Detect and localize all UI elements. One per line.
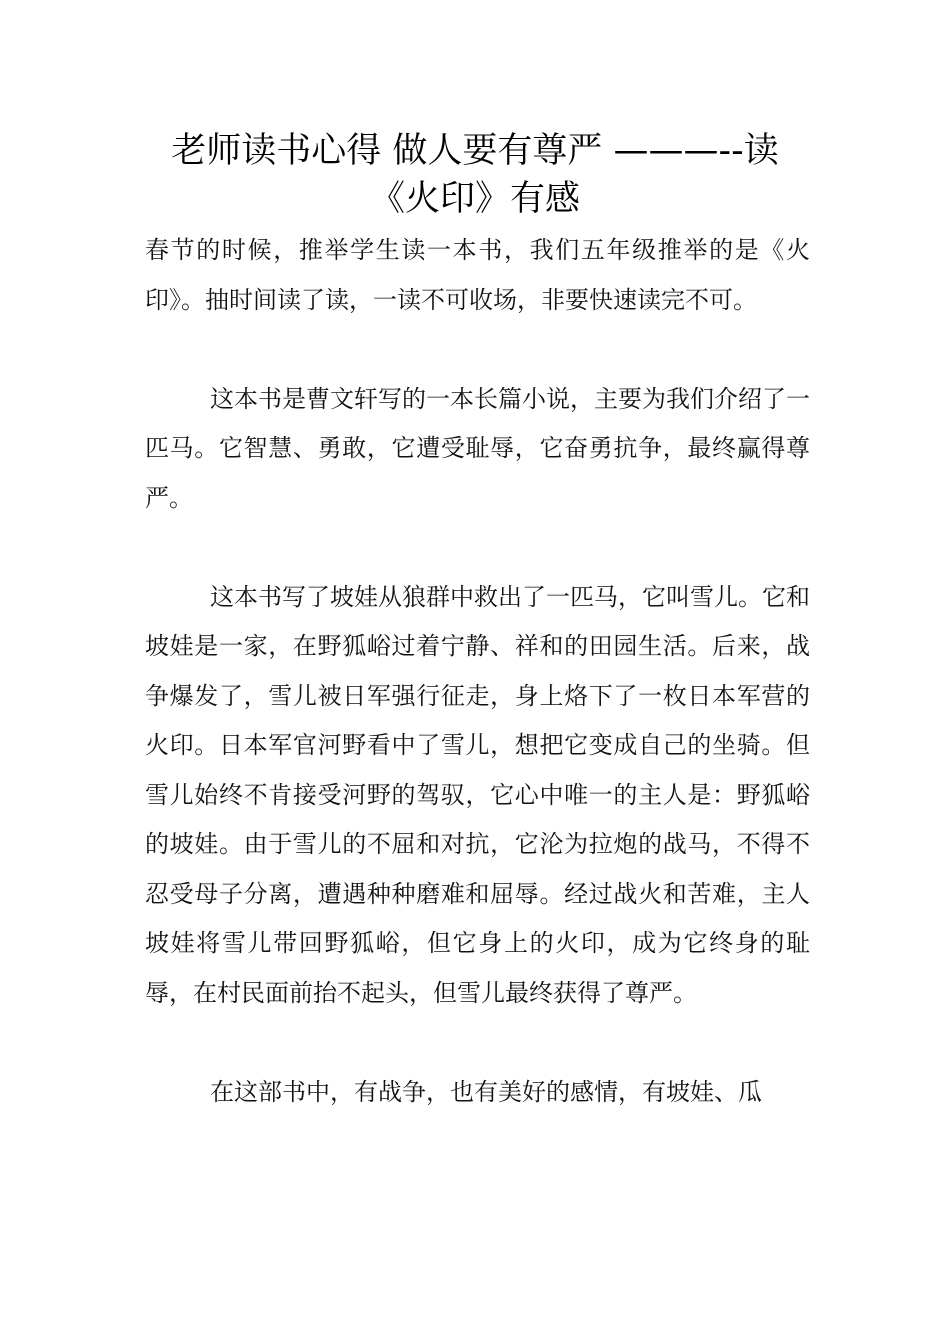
paragraph-spacer (145, 325, 810, 375)
paragraph-3: 这本书写了坡娃从狼群中救出了一匹马，它叫雪儿。它和坡娃是一家，在野狐峪过着宁静、祥和的田园生活。后来，战争爆发了，雪儿被日军强行征走，身上烙下了一枚日本军营的火印。日本军官河野看中了雪儿，想把它变成自己的坐骑。但雪儿始终不肯接受河野的驾驭，它心中唯一的主人是：野狐峪的坡娃。由于雪儿的不屈和对抗，它沦为拉炮的战马，不得不忍受母子分离，遭遇种种磨难和屈辱。经过战火和苦难，主人坡娃将雪儿带回野狐峪，但它身上的火印，成为它终身的耻辱，在村民面前抬不起头，但雪儿最终获得了尊严。 (145, 582, 810, 1007)
paragraph-2: 这本书是曹文轩写的一本长篇小说，主要为我们介绍了一匹马。它智慧、勇敢，它遭受耻辱，它奋勇抗争，最终赢得尊严。 (145, 384, 810, 512)
paragraph-spacer (145, 1018, 810, 1068)
document-title (120, 127, 830, 223)
title-line-2: 《火印》有感 (369, 179, 580, 219)
paragraph-spacer (145, 523, 810, 573)
title-line-1: 老师读书心得 做人要有尊严 ———--读 (171, 131, 779, 171)
paragraph-4: 在这部书中，有战争，也有美好的感情，有坡娃、瓜 (210, 1077, 762, 1106)
document-body (145, 226, 810, 1117)
paragraph-1: 春节的时候，推举学生读一本书，我们五年级推举的是《火印》。抽时间读了读，一读不可收场，非要快速读完不可。 (145, 236, 810, 314)
